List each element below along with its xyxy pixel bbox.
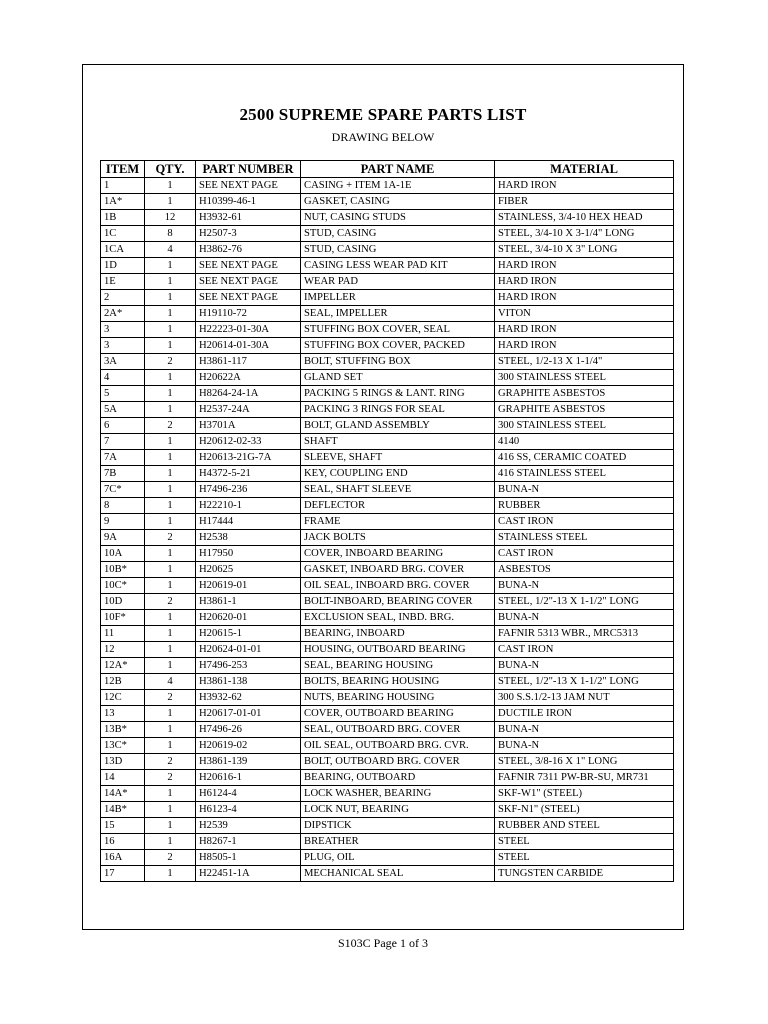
table-row bbox=[101, 242, 674, 258]
part-number-cell: H6124-4 bbox=[196, 786, 301, 802]
qty-cell: 1 bbox=[145, 642, 196, 658]
item-cell: 13B* bbox=[101, 722, 145, 738]
item-cell: 3 bbox=[101, 338, 145, 354]
part-number-cell: SEE NEXT PAGE bbox=[196, 178, 301, 194]
qty-cell: 1 bbox=[145, 434, 196, 450]
item-cell: 3 bbox=[101, 322, 145, 338]
part-name-cell: STUD, CASING bbox=[301, 242, 495, 258]
part-name-cell: SLEEVE, SHAFT bbox=[301, 450, 495, 466]
material-cell: TUNGSTEN CARBIDE bbox=[495, 866, 674, 882]
part-number-cell: H20614-01-30A bbox=[196, 338, 301, 354]
item-cell: 10A bbox=[101, 546, 145, 562]
part-name-cell: GLAND SET bbox=[301, 370, 495, 386]
part-name-cell: SEAL, IMPELLER bbox=[301, 306, 495, 322]
item-cell: 2A* bbox=[101, 306, 145, 322]
part-number-cell: H4372-5-21 bbox=[196, 466, 301, 482]
document-title: 2500 SUPREME SPARE PARTS LIST bbox=[239, 105, 527, 124]
material-cell: 300 STAINLESS STEEL bbox=[495, 418, 674, 434]
part-number-cell: H2507-3 bbox=[196, 226, 301, 242]
table-row bbox=[101, 866, 674, 882]
qty-cell: 12 bbox=[145, 210, 196, 226]
material-cell: STEEL, 1/2"-13 X 1-1/2" LONG bbox=[495, 674, 674, 690]
material-cell: STEEL bbox=[495, 850, 674, 866]
table-row bbox=[101, 770, 674, 786]
item-cell: 7A bbox=[101, 450, 145, 466]
material-cell: CAST IRON bbox=[495, 514, 674, 530]
part-number-cell: SEE NEXT PAGE bbox=[196, 258, 301, 274]
qty-cell: 1 bbox=[145, 818, 196, 834]
part-number-cell: H8505-1 bbox=[196, 850, 301, 866]
material-cell: 416 STAINLESS STEEL bbox=[495, 466, 674, 482]
part-name-cell: PACKING 5 RINGS & LANT. RING bbox=[301, 386, 495, 402]
material-cell: BUNA-N bbox=[495, 658, 674, 674]
material-cell: 416 SS, CERAMIC COATED bbox=[495, 450, 674, 466]
part-name-cell: LOCK WASHER, BEARING bbox=[301, 786, 495, 802]
table-row bbox=[101, 690, 674, 706]
part-number-cell: H20622A bbox=[196, 370, 301, 386]
item-cell: 10C* bbox=[101, 578, 145, 594]
qty-cell: 1 bbox=[145, 562, 196, 578]
part-number-cell: H2537-24A bbox=[196, 402, 301, 418]
qty-cell: 1 bbox=[145, 866, 196, 882]
part-number-cell: H20619-02 bbox=[196, 738, 301, 754]
material-cell: 300 STAINLESS STEEL bbox=[495, 370, 674, 386]
material-cell: BUNA-N bbox=[495, 482, 674, 498]
part-number-cell: H20620-01 bbox=[196, 610, 301, 626]
table-row bbox=[101, 274, 674, 290]
table-row bbox=[101, 722, 674, 738]
material-cell: RUBBER bbox=[495, 498, 674, 514]
material-cell: BUNA-N bbox=[495, 722, 674, 738]
qty-cell: 1 bbox=[145, 546, 196, 562]
item-cell: 12B bbox=[101, 674, 145, 690]
header-part-number: PART NUMBER bbox=[196, 161, 301, 178]
qty-cell: 1 bbox=[145, 834, 196, 850]
header-item: ITEM bbox=[101, 161, 145, 178]
qty-cell: 2 bbox=[145, 354, 196, 370]
qty-cell: 2 bbox=[145, 770, 196, 786]
table-row bbox=[101, 594, 674, 610]
material-cell: HARD IRON bbox=[495, 322, 674, 338]
part-name-cell: BOLT, GLAND ASSEMBLY bbox=[301, 418, 495, 434]
material-cell: STEEL, 1/2"-13 X 1-1/2" LONG bbox=[495, 594, 674, 610]
part-name-cell: KEY, COUPLING END bbox=[301, 466, 495, 482]
part-number-cell: H2538 bbox=[196, 530, 301, 546]
part-name-cell: GASKET, CASING bbox=[301, 194, 495, 210]
part-name-cell: BOLT-INBOARD, BEARING COVER bbox=[301, 594, 495, 610]
table-row bbox=[101, 194, 674, 210]
qty-cell: 1 bbox=[145, 514, 196, 530]
item-cell: 1 bbox=[101, 178, 145, 194]
part-name-cell: CASING + ITEM 1A-1E bbox=[301, 178, 495, 194]
item-cell: 1D bbox=[101, 258, 145, 274]
part-name-cell: GASKET, INBOARD BRG. COVER bbox=[301, 562, 495, 578]
table-row bbox=[101, 178, 674, 194]
part-name-cell: SEAL, SHAFT SLEEVE bbox=[301, 482, 495, 498]
table-row bbox=[101, 802, 674, 818]
material-cell: CAST IRON bbox=[495, 642, 674, 658]
table-row bbox=[101, 658, 674, 674]
qty-cell: 1 bbox=[145, 802, 196, 818]
part-number-cell: H17444 bbox=[196, 514, 301, 530]
part-number-cell: SEE NEXT PAGE bbox=[196, 290, 301, 306]
material-cell: HARD IRON bbox=[495, 274, 674, 290]
qty-cell: 1 bbox=[145, 498, 196, 514]
table-row bbox=[101, 354, 674, 370]
page-footer: S103C Page 1 of 3 bbox=[338, 936, 428, 950]
qty-cell: 1 bbox=[145, 738, 196, 754]
item-cell: 2 bbox=[101, 290, 145, 306]
qty-cell: 1 bbox=[145, 402, 196, 418]
part-name-cell: PLUG, OIL bbox=[301, 850, 495, 866]
qty-cell: 1 bbox=[145, 274, 196, 290]
qty-cell: 2 bbox=[145, 850, 196, 866]
table-row bbox=[101, 850, 674, 866]
parts-table-body bbox=[101, 178, 674, 882]
qty-cell: 1 bbox=[145, 610, 196, 626]
item-cell: 14 bbox=[101, 770, 145, 786]
part-name-cell: BREATHER bbox=[301, 834, 495, 850]
qty-cell: 1 bbox=[145, 194, 196, 210]
qty-cell: 4 bbox=[145, 674, 196, 690]
item-cell: 1A* bbox=[101, 194, 145, 210]
part-number-cell: H20613-21G-7A bbox=[196, 450, 301, 466]
qty-cell: 1 bbox=[145, 706, 196, 722]
table-row bbox=[101, 578, 674, 594]
qty-cell: 1 bbox=[145, 450, 196, 466]
item-cell: 10F* bbox=[101, 610, 145, 626]
qty-cell: 1 bbox=[145, 722, 196, 738]
material-cell: CAST IRON bbox=[495, 546, 674, 562]
material-cell: STEEL, 3/8-16 X 1" LONG bbox=[495, 754, 674, 770]
item-cell: 1C bbox=[101, 226, 145, 242]
material-cell: 4140 bbox=[495, 434, 674, 450]
document-subtitle: DRAWING BELOW bbox=[331, 130, 435, 144]
table-row bbox=[101, 818, 674, 834]
material-cell: STEEL, 3/4-10 X 3" LONG bbox=[495, 242, 674, 258]
table-row bbox=[101, 418, 674, 434]
part-number-cell: H3701A bbox=[196, 418, 301, 434]
part-name-cell: CASING LESS WEAR PAD KIT bbox=[301, 258, 495, 274]
part-name-cell: BEARING, OUTBOARD bbox=[301, 770, 495, 786]
material-cell: STAINLESS STEEL bbox=[495, 530, 674, 546]
part-number-cell: H6123-4 bbox=[196, 802, 301, 818]
item-cell: 11 bbox=[101, 626, 145, 642]
item-cell: 6 bbox=[101, 418, 145, 434]
item-cell: 10B* bbox=[101, 562, 145, 578]
item-cell: 7C* bbox=[101, 482, 145, 498]
item-cell: 17 bbox=[101, 866, 145, 882]
table-row bbox=[101, 626, 674, 642]
part-name-cell: BEARING, INBOARD bbox=[301, 626, 495, 642]
qty-cell: 1 bbox=[145, 386, 196, 402]
item-cell: 1CA bbox=[101, 242, 145, 258]
part-number-cell: H8267-1 bbox=[196, 834, 301, 850]
part-number-cell: H19110-72 bbox=[196, 306, 301, 322]
part-number-cell: H20612-02-33 bbox=[196, 434, 301, 450]
item-cell: 4 bbox=[101, 370, 145, 386]
table-row bbox=[101, 738, 674, 754]
part-name-cell: PACKING 3 RINGS FOR SEAL bbox=[301, 402, 495, 418]
table-row bbox=[101, 514, 674, 530]
table-row bbox=[101, 482, 674, 498]
qty-cell: 1 bbox=[145, 290, 196, 306]
material-cell: FAFNIR 5313 WBR., MRC5313 bbox=[495, 626, 674, 642]
item-cell: 7 bbox=[101, 434, 145, 450]
qty-cell: 1 bbox=[145, 786, 196, 802]
part-name-cell: COVER, INBOARD BEARING bbox=[301, 546, 495, 562]
part-number-cell: H22451-1A bbox=[196, 866, 301, 882]
qty-cell: 2 bbox=[145, 594, 196, 610]
material-cell: STEEL, 1/2-13 X 1-1/4" bbox=[495, 354, 674, 370]
table-row bbox=[101, 610, 674, 626]
qty-cell: 1 bbox=[145, 322, 196, 338]
part-name-cell: BOLT, STUFFING BOX bbox=[301, 354, 495, 370]
material-cell: VITON bbox=[495, 306, 674, 322]
part-name-cell: MECHANICAL SEAL bbox=[301, 866, 495, 882]
part-number-cell: H3861-139 bbox=[196, 754, 301, 770]
part-number-cell: H3932-61 bbox=[196, 210, 301, 226]
material-cell: GRAPHITE ASBESTOS bbox=[495, 386, 674, 402]
part-number-cell: H7496-26 bbox=[196, 722, 301, 738]
item-cell: 13 bbox=[101, 706, 145, 722]
qty-cell: 1 bbox=[145, 482, 196, 498]
material-cell: BUNA-N bbox=[495, 738, 674, 754]
qty-cell: 4 bbox=[145, 242, 196, 258]
table-row bbox=[101, 434, 674, 450]
material-cell: DUCTILE IRON bbox=[495, 706, 674, 722]
part-number-cell: H22223-01-30A bbox=[196, 322, 301, 338]
part-name-cell: DEFLECTOR bbox=[301, 498, 495, 514]
part-name-cell: FRAME bbox=[301, 514, 495, 530]
part-number-cell: H10399-46-1 bbox=[196, 194, 301, 210]
material-cell: SKF-W1" (STEEL) bbox=[495, 786, 674, 802]
table-row bbox=[101, 258, 674, 274]
material-cell: HARD IRON bbox=[495, 258, 674, 274]
part-name-cell: EXCLUSION SEAL, INBD. BRG. bbox=[301, 610, 495, 626]
part-name-cell: NUTS, BEARING HOUSING bbox=[301, 690, 495, 706]
material-cell: STEEL, 3/4-10 X 3-1/4" LONG bbox=[495, 226, 674, 242]
table-row bbox=[101, 210, 674, 226]
material-cell: HARD IRON bbox=[495, 178, 674, 194]
part-number-cell: H3862-76 bbox=[196, 242, 301, 258]
item-cell: 5A bbox=[101, 402, 145, 418]
qty-cell: 2 bbox=[145, 418, 196, 434]
item-cell: 3A bbox=[101, 354, 145, 370]
part-number-cell: H3861-138 bbox=[196, 674, 301, 690]
material-cell: FIBER bbox=[495, 194, 674, 210]
part-number-cell: H2539 bbox=[196, 818, 301, 834]
part-name-cell: STUD, CASING bbox=[301, 226, 495, 242]
qty-cell: 1 bbox=[145, 626, 196, 642]
qty-cell: 1 bbox=[145, 178, 196, 194]
qty-cell: 1 bbox=[145, 258, 196, 274]
table-row bbox=[101, 786, 674, 802]
table-row bbox=[101, 562, 674, 578]
qty-cell: 2 bbox=[145, 690, 196, 706]
table-row bbox=[101, 338, 674, 354]
part-number-cell: H20617-01-01 bbox=[196, 706, 301, 722]
item-cell: 12C bbox=[101, 690, 145, 706]
table-row bbox=[101, 530, 674, 546]
table-header-row bbox=[101, 161, 674, 178]
part-number-cell: H20619-01 bbox=[196, 578, 301, 594]
part-number-cell: H3861-1 bbox=[196, 594, 301, 610]
material-cell: HARD IRON bbox=[495, 338, 674, 354]
item-cell: 12A* bbox=[101, 658, 145, 674]
header-part-name: PART NAME bbox=[301, 161, 495, 178]
qty-cell: 1 bbox=[145, 306, 196, 322]
table-row bbox=[101, 290, 674, 306]
material-cell: HARD IRON bbox=[495, 290, 674, 306]
part-number-cell: H20624-01-01 bbox=[196, 642, 301, 658]
part-number-cell: H17950 bbox=[196, 546, 301, 562]
item-cell: 16 bbox=[101, 834, 145, 850]
part-name-cell: OIL SEAL, INBOARD BRG. COVER bbox=[301, 578, 495, 594]
material-cell: BUNA-N bbox=[495, 610, 674, 626]
part-name-cell: JACK BOLTS bbox=[301, 530, 495, 546]
table-row bbox=[101, 466, 674, 482]
material-cell: STEEL bbox=[495, 834, 674, 850]
qty-cell: 2 bbox=[145, 530, 196, 546]
table-row bbox=[101, 226, 674, 242]
table-row bbox=[101, 306, 674, 322]
qty-cell: 8 bbox=[145, 226, 196, 242]
table-row bbox=[101, 498, 674, 514]
part-name-cell: COVER, OUTBOARD BEARING bbox=[301, 706, 495, 722]
item-cell: 9 bbox=[101, 514, 145, 530]
part-number-cell: H7496-236 bbox=[196, 482, 301, 498]
table-row bbox=[101, 450, 674, 466]
part-number-cell: H20616-1 bbox=[196, 770, 301, 786]
qty-cell: 1 bbox=[145, 370, 196, 386]
part-number-cell: H3861-117 bbox=[196, 354, 301, 370]
item-cell: 8 bbox=[101, 498, 145, 514]
table-row bbox=[101, 674, 674, 690]
item-cell: 16A bbox=[101, 850, 145, 866]
table-row bbox=[101, 642, 674, 658]
material-cell: 300 S.S.1/2-13 JAM NUT bbox=[495, 690, 674, 706]
item-cell: 12 bbox=[101, 642, 145, 658]
item-cell: 1B bbox=[101, 210, 145, 226]
part-name-cell: OIL SEAL, OUTBOARD BRG. CVR. bbox=[301, 738, 495, 754]
material-cell: SKF-N1" (STEEL) bbox=[495, 802, 674, 818]
qty-cell: 1 bbox=[145, 466, 196, 482]
part-number-cell: H8264-24-1A bbox=[196, 386, 301, 402]
item-cell: 5 bbox=[101, 386, 145, 402]
part-number-cell: H22210-1 bbox=[196, 498, 301, 514]
item-cell: 10D bbox=[101, 594, 145, 610]
item-cell: 13D bbox=[101, 754, 145, 770]
part-name-cell: STUFFING BOX COVER, PACKED bbox=[301, 338, 495, 354]
part-number-cell: H20615-1 bbox=[196, 626, 301, 642]
table-row bbox=[101, 386, 674, 402]
part-name-cell: SEAL, BEARING HOUSING bbox=[301, 658, 495, 674]
table-row bbox=[101, 370, 674, 386]
part-number-cell: H3932-62 bbox=[196, 690, 301, 706]
item-cell: 1E bbox=[101, 274, 145, 290]
material-cell: STAINLESS, 3/4-10 HEX HEAD bbox=[495, 210, 674, 226]
part-name-cell: BOLTS, BEARING HOUSING bbox=[301, 674, 495, 690]
part-name-cell: IMPELLER bbox=[301, 290, 495, 306]
table-row bbox=[101, 834, 674, 850]
item-cell: 14B* bbox=[101, 802, 145, 818]
part-name-cell: NUT, CASING STUDS bbox=[301, 210, 495, 226]
item-cell: 7B bbox=[101, 466, 145, 482]
item-cell: 15 bbox=[101, 818, 145, 834]
table-row bbox=[101, 546, 674, 562]
part-name-cell: DIPSTICK bbox=[301, 818, 495, 834]
part-name-cell: SEAL, OUTBOARD BRG. COVER bbox=[301, 722, 495, 738]
part-name-cell: LOCK NUT, BEARING bbox=[301, 802, 495, 818]
qty-cell: 1 bbox=[145, 658, 196, 674]
table-row bbox=[101, 402, 674, 418]
table-row bbox=[101, 706, 674, 722]
material-cell: BUNA-N bbox=[495, 578, 674, 594]
item-cell: 14A* bbox=[101, 786, 145, 802]
header-qty: QTY. bbox=[145, 161, 196, 178]
material-cell: GRAPHITE ASBESTOS bbox=[495, 402, 674, 418]
part-number-cell: SEE NEXT PAGE bbox=[196, 274, 301, 290]
part-name-cell: HOUSING, OUTBOARD BEARING bbox=[301, 642, 495, 658]
part-name-cell: BOLT, OUTBOARD BRG. COVER bbox=[301, 754, 495, 770]
item-cell: 9A bbox=[101, 530, 145, 546]
qty-cell: 1 bbox=[145, 578, 196, 594]
part-number-cell: H7496-253 bbox=[196, 658, 301, 674]
material-cell: RUBBER AND STEEL bbox=[495, 818, 674, 834]
part-name-cell: WEAR PAD bbox=[301, 274, 495, 290]
part-name-cell: SHAFT bbox=[301, 434, 495, 450]
material-cell: ASBESTOS bbox=[495, 562, 674, 578]
parts-table bbox=[100, 160, 674, 882]
part-name-cell: STUFFING BOX COVER, SEAL bbox=[301, 322, 495, 338]
part-number-cell: H20625 bbox=[196, 562, 301, 578]
qty-cell: 1 bbox=[145, 338, 196, 354]
item-cell: 13C* bbox=[101, 738, 145, 754]
table-row bbox=[101, 322, 674, 338]
material-cell: FAFNIR 7311 PW-BR-SU, MR731 bbox=[495, 770, 674, 786]
table-row bbox=[101, 754, 674, 770]
header-material: MATERIAL bbox=[495, 161, 674, 178]
qty-cell: 2 bbox=[145, 754, 196, 770]
